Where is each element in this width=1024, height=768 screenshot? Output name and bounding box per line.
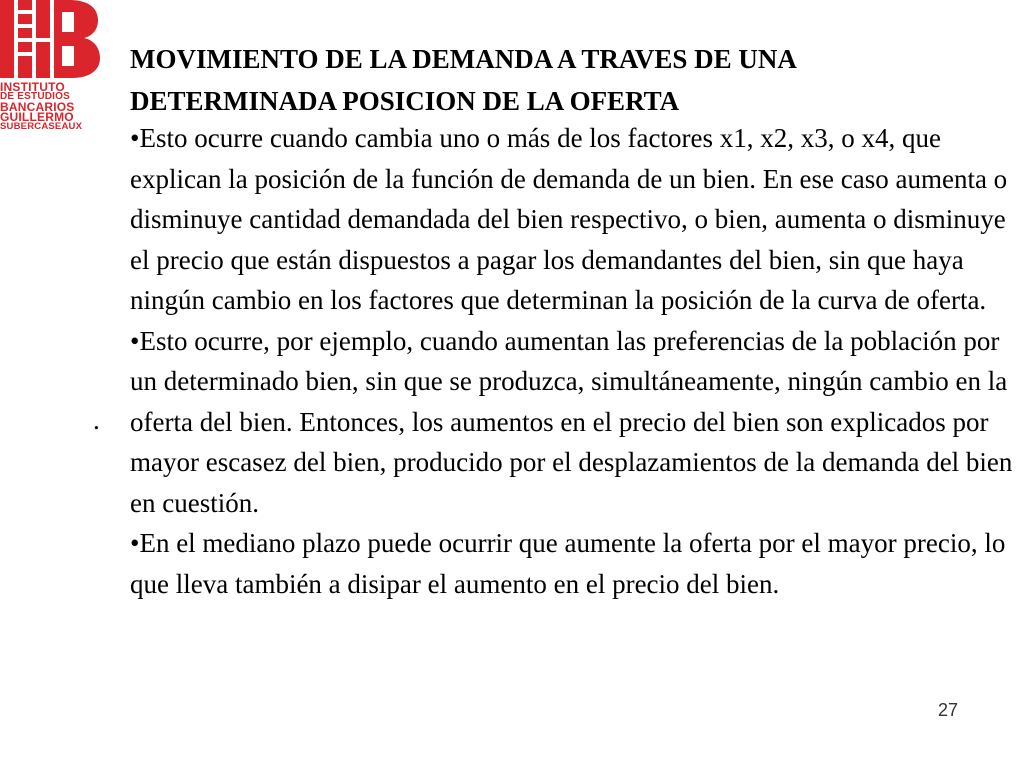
slide-title [130,38,1024,122]
slide-title-line: MOVIMIENTO DE LA DEMANDA A TRAVES DE UNA [130,44,797,74]
slide-content [130,38,1024,604]
institute-logo-mark-icon [0,0,100,78]
logo-line: SUBERCASEAUX [0,121,83,132]
page-number: 27 [938,700,959,720]
logo-line: BANCARIOS [0,100,75,114]
bullet-paragraph: •Esto ocurre, por ejemplo, cuando aumentan las preferencias de la población por un determinado bien, sin que se produzca, simultáneamente, ningún cambio en la oferta del bien. Entonces, los aumentos en el precio del bien son explicados por mayor escasez del bien, producido por el desplazamientos de la demanda del bien en cuestión. [130,325,1013,518]
logo-line: INSTITUTO [0,80,65,94]
institute-logo [0,0,124,150]
bullet-paragraph: •Esto ocurre cuando cambia uno o más de los factores x1, x2, x3, o x4, que explican la posición de la función de demanda de un bien. En ese caso aumenta o disminuye cantidad demandada del bien respectivo, o bien, aumenta o disminuye el precio que están dispuestos a pagar los demandantes del bien, sin que haya ningún cambio en los factores que determinan la posición de la curva de oferta. [130,123,1008,315]
institute-logo-text [0,82,124,132]
logo-line: DE ESTUDIOS [0,91,70,102]
side-marker: . [93,405,100,435]
bullet-paragraph: •En el mediano plazo puede ocurrir que aumente la oferta por el mayor precio, lo que lleva también a disipar el aumento en el precio del bien. [130,528,1006,599]
slide-title-line: DETERMINADA POSICION DE LA OFERTA [130,86,680,116]
logo-line: GUILLERMO [0,110,74,124]
